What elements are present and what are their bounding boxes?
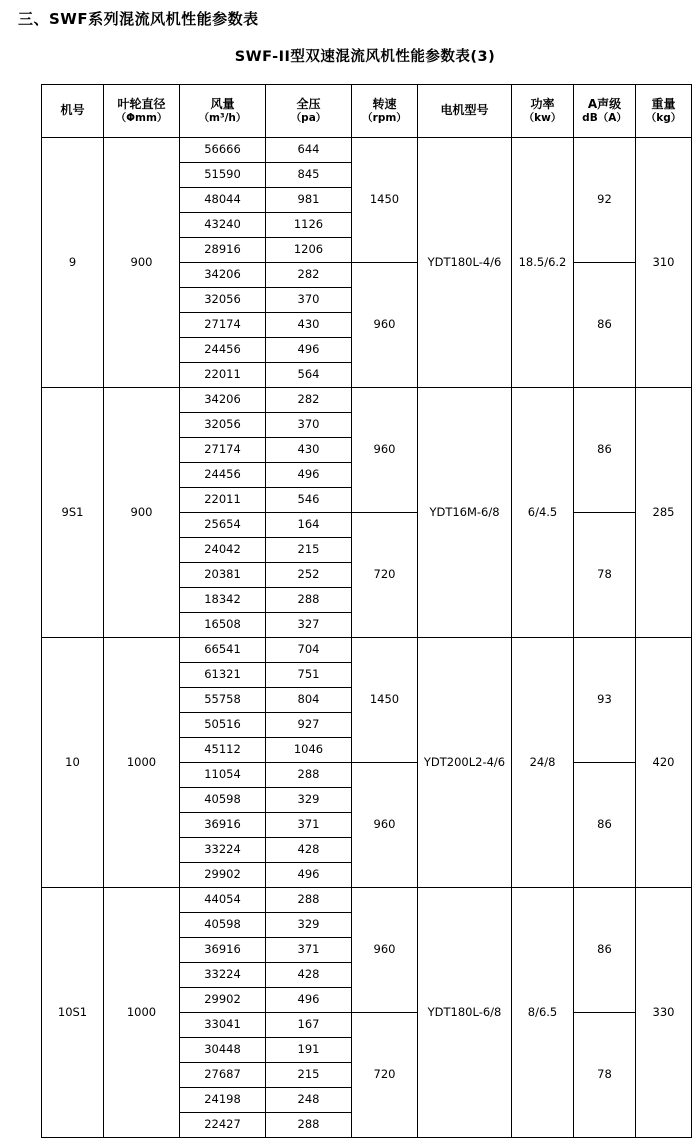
column-header-weight-label: 重量 [651,96,676,111]
cell-motor: YDT16M-6/8 [418,388,512,638]
column-header-flow-label: 风量 [210,96,235,111]
cell-flow: 40598 [180,913,266,938]
cell-flow: 25654 [180,513,266,538]
column-header-noise-label: A声级 [587,96,622,111]
cell-diameter: 1000 [104,888,180,1138]
cell-noise: 86 [574,763,636,888]
cell-pressure: 215 [266,1063,352,1088]
cell-flow: 18342 [180,588,266,613]
cell-pressure: 927 [266,713,352,738]
cell-pressure: 751 [266,663,352,688]
table-row [42,388,692,413]
cell-flow: 34206 [180,388,266,413]
cell-pressure: 496 [266,988,352,1013]
cell-power: 24/8 [512,638,574,888]
cell-flow: 33224 [180,838,266,863]
column-header-speed-unit: （rpm） [362,112,407,125]
cell-pressure: 371 [266,813,352,838]
cell-pressure: 370 [266,288,352,313]
cell-noise: 86 [574,388,636,513]
cell-pressure: 546 [266,488,352,513]
cell-flow: 48044 [180,188,266,213]
cell-flow: 29902 [180,863,266,888]
cell-pressure: 981 [266,188,352,213]
cell-noise: 92 [574,138,636,263]
column-header-power [512,85,574,138]
cell-flow: 22011 [180,488,266,513]
cell-pressure: 371 [266,938,352,963]
cell-speed: 720 [352,513,418,638]
cell-speed: 1450 [352,638,418,763]
cell-flow: 20381 [180,563,266,588]
column-header-motor-label: 电机型号 [440,102,489,117]
cell-diameter: 1000 [104,638,180,888]
cell-power: 6/4.5 [512,388,574,638]
cell-flow: 34206 [180,263,266,288]
cell-flow: 51590 [180,163,266,188]
cell-pressure: 1046 [266,738,352,763]
cell-pressure: 564 [266,363,352,388]
cell-flow: 40598 [180,788,266,813]
cell-pressure: 428 [266,838,352,863]
cell-flow: 24042 [180,538,266,563]
section-heading: 三、SWF系列混流风机性能参数表 [18,10,259,28]
cell-pressure: 329 [266,788,352,813]
cell-flow: 45112 [180,738,266,763]
cell-flow: 32056 [180,413,266,438]
cell-speed: 960 [352,263,418,388]
cell-pressure: 430 [266,438,352,463]
cell-model: 9S1 [42,388,104,638]
cell-pressure: 496 [266,463,352,488]
cell-flow: 33041 [180,1013,266,1038]
cell-motor: YDT180L-4/6 [418,138,512,388]
cell-noise: 78 [574,1013,636,1138]
cell-pressure: 1126 [266,213,352,238]
cell-noise: 86 [574,263,636,388]
cell-flow: 27687 [180,1063,266,1088]
column-header-speed-label: 转速 [372,96,397,111]
cell-flow: 22011 [180,363,266,388]
performance-table-container [41,84,682,1138]
cell-flow: 16508 [180,613,266,638]
cell-pressure: 1206 [266,238,352,263]
cell-flow: 36916 [180,938,266,963]
column-header-noise [574,85,636,138]
cell-diameter: 900 [104,138,180,388]
cell-noise: 93 [574,638,636,763]
cell-pressure: 167 [266,1013,352,1038]
cell-motor: YDT180L-6/8 [418,888,512,1138]
column-header-weight-unit: （kg） [645,112,682,125]
column-header-pressure-unit: （pa） [290,112,327,125]
cell-speed: 960 [352,388,418,513]
cell-speed: 960 [352,888,418,1013]
cell-flow: 32056 [180,288,266,313]
cell-pressure: 282 [266,388,352,413]
cell-model: 9 [42,138,104,388]
cell-speed: 960 [352,763,418,888]
cell-pressure: 215 [266,538,352,563]
cell-pressure: 282 [266,263,352,288]
cell-weight: 285 [636,388,692,638]
cell-flow: 56666 [180,138,266,163]
column-header-diameter-label: 叶轮直径 [117,96,166,111]
table-header [42,85,692,138]
cell-flow: 24456 [180,338,266,363]
cell-pressure: 430 [266,313,352,338]
cell-model: 10 [42,638,104,888]
cell-flow: 61321 [180,663,266,688]
cell-noise: 78 [574,513,636,638]
cell-pressure: 329 [266,913,352,938]
column-header-weight [636,85,692,138]
column-header-motor [418,85,512,138]
cell-pressure: 704 [266,638,352,663]
column-header-power-unit: （kw） [523,112,562,125]
column-header-flow [180,85,266,138]
cell-diameter: 900 [104,388,180,638]
cell-flow: 44054 [180,888,266,913]
cell-flow: 43240 [180,213,266,238]
cell-pressure: 428 [266,963,352,988]
cell-pressure: 252 [266,563,352,588]
cell-motor: YDT200L2-4/6 [418,638,512,888]
table-body [42,138,692,1138]
cell-pressure: 288 [266,763,352,788]
cell-flow: 55758 [180,688,266,713]
table-header-row [42,85,692,138]
column-header-diameter-unit: （Φmm） [115,112,168,125]
cell-pressure: 804 [266,688,352,713]
cell-flow: 22427 [180,1113,266,1138]
column-header-model-label: 机号 [60,102,85,117]
cell-pressure: 845 [266,163,352,188]
cell-model: 10S1 [42,888,104,1138]
cell-pressure: 644 [266,138,352,163]
column-header-pressure [266,85,352,138]
cell-pressure: 496 [266,338,352,363]
column-header-noise-unit: dB（A） [582,112,627,125]
column-header-flow-unit: （m³/h） [198,112,247,125]
cell-flow: 24456 [180,463,266,488]
cell-speed: 1450 [352,138,418,263]
column-header-pressure-label: 全压 [296,96,321,111]
cell-flow: 66541 [180,638,266,663]
table-row [42,888,692,913]
cell-pressure: 327 [266,613,352,638]
cell-flow: 24198 [180,1088,266,1113]
cell-flow: 27174 [180,438,266,463]
cell-flow: 29902 [180,988,266,1013]
cell-weight: 330 [636,888,692,1138]
cell-flow: 11054 [180,763,266,788]
cell-flow: 28916 [180,238,266,263]
cell-power: 8/6.5 [512,888,574,1138]
column-header-model [42,85,104,138]
column-header-power-label: 功率 [530,96,555,111]
cell-pressure: 496 [266,863,352,888]
cell-weight: 310 [636,138,692,388]
cell-pressure: 288 [266,888,352,913]
cell-flow: 36916 [180,813,266,838]
cell-flow: 30448 [180,1038,266,1063]
cell-pressure: 288 [266,588,352,613]
table-row [42,638,692,663]
performance-table [41,84,692,1138]
cell-pressure: 164 [266,513,352,538]
cell-power: 18.5/6.2 [512,138,574,388]
column-header-diameter [104,85,180,138]
cell-flow: 33224 [180,963,266,988]
cell-flow: 50516 [180,713,266,738]
page-title: SWF-II型双速混流风机性能参数表(3) [234,49,496,65]
cell-pressure: 248 [266,1088,352,1113]
cell-noise: 86 [574,888,636,1013]
cell-flow: 27174 [180,313,266,338]
cell-weight: 420 [636,638,692,888]
cell-pressure: 370 [266,413,352,438]
table-row [42,138,692,163]
column-header-speed [352,85,418,138]
cell-pressure: 191 [266,1038,352,1063]
cell-pressure: 288 [266,1113,352,1138]
cell-speed: 720 [352,1013,418,1138]
